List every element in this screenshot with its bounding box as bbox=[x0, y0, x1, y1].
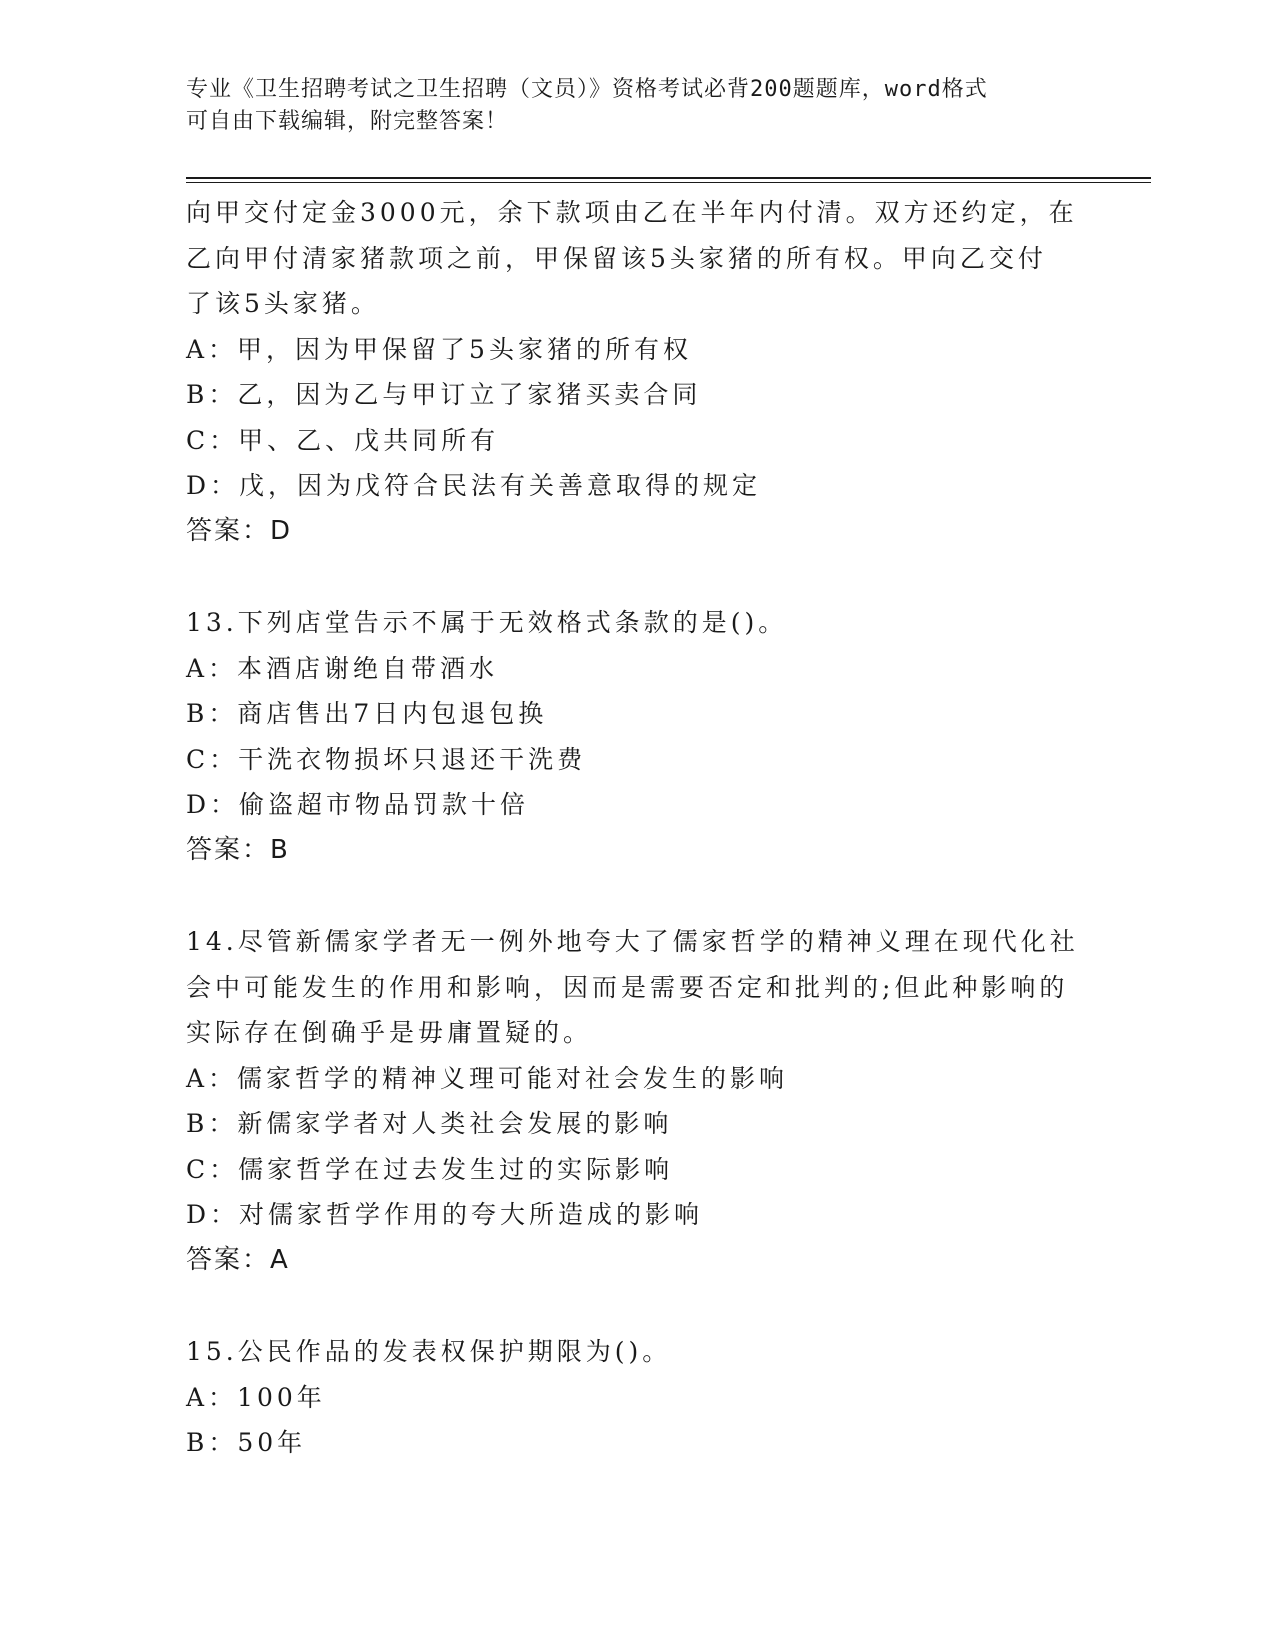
question-spacer bbox=[186, 873, 1086, 919]
question-spacer bbox=[186, 554, 1086, 600]
option-b: B：商店售出7日内包退包换 bbox=[186, 699, 548, 728]
option-b: B：新儒家学者对人类社会发展的影响 bbox=[186, 1109, 673, 1138]
question-stem-line: 13.下列店堂告示不属于无效格式条款的是()。 bbox=[186, 608, 788, 637]
header-rule bbox=[186, 177, 1151, 179]
option-c: C：干洗衣物损坏只退还干洗费 bbox=[186, 744, 587, 774]
option-d: D：偷盗超市物品罚款十倍 bbox=[186, 790, 530, 819]
question-stem-line: 乙向甲付清家猪款项之前，甲保留该5头家猪的所有权。甲向乙交付 bbox=[186, 243, 1047, 273]
option-b: B：50年 bbox=[186, 1428, 307, 1457]
option-d: D：对儒家哲学作用的夸大所造成的影响 bbox=[186, 1200, 704, 1229]
option-a: A：100年 bbox=[186, 1382, 326, 1412]
question-spacer bbox=[186, 1283, 1086, 1329]
question-stem-line: 14.尽管新儒家学者无一例外地夸大了儒家哲学的精神义理在现代化社 bbox=[186, 927, 1079, 956]
header-line: 可自由下载编辑，附完整答案！ bbox=[186, 109, 509, 134]
option-c: C：甲、乙、戊共同所有 bbox=[186, 425, 500, 455]
question-continued bbox=[186, 190, 1086, 554]
answer-line: 答案：D bbox=[186, 515, 293, 546]
question-14 bbox=[186, 919, 1086, 1283]
option-a: A：儒家哲学的精神义理可能对社会发生的影响 bbox=[186, 1063, 789, 1093]
document-header bbox=[186, 74, 1066, 138]
question-15 bbox=[186, 1329, 1086, 1466]
question-stem-line: 15.公民作品的发表权保护期限为()。 bbox=[186, 1337, 672, 1366]
header-rule-thin bbox=[186, 182, 1151, 183]
option-a: A：甲，因为甲保留了5头家猪的所有权 bbox=[186, 334, 692, 364]
option-c: C：儒家哲学在过去发生过的实际影响 bbox=[186, 1154, 674, 1184]
option-b: B：乙，因为乙与甲订立了家猪买卖合同 bbox=[186, 380, 702, 409]
answer-line: 答案：B bbox=[186, 834, 290, 865]
question-list bbox=[186, 190, 1086, 1466]
question-stem-line: 了该5头家猪。 bbox=[186, 289, 380, 318]
header-line: 专业《卫生招聘考试之卫生招聘（文员）》资格考试必背200题题库，word格式 bbox=[186, 77, 988, 102]
question-stem-line: 会中可能发生的作用和影响，因而是需要否定和批判的;但此种影响的 bbox=[186, 972, 1069, 1002]
question-stem-line: 向甲交付定金3000元，余下款项由乙在半年内付清。双方还约定，在 bbox=[186, 198, 1078, 227]
option-d: D：戊，因为戊符合民法有关善意取得的规定 bbox=[186, 471, 762, 500]
option-a: A：本酒店谢绝自带酒水 bbox=[186, 653, 499, 683]
question-stem-line: 实际存在倒确乎是毋庸置疑的。 bbox=[186, 1018, 593, 1047]
question-13 bbox=[186, 600, 1086, 873]
answer-line: 答案：A bbox=[186, 1244, 290, 1275]
